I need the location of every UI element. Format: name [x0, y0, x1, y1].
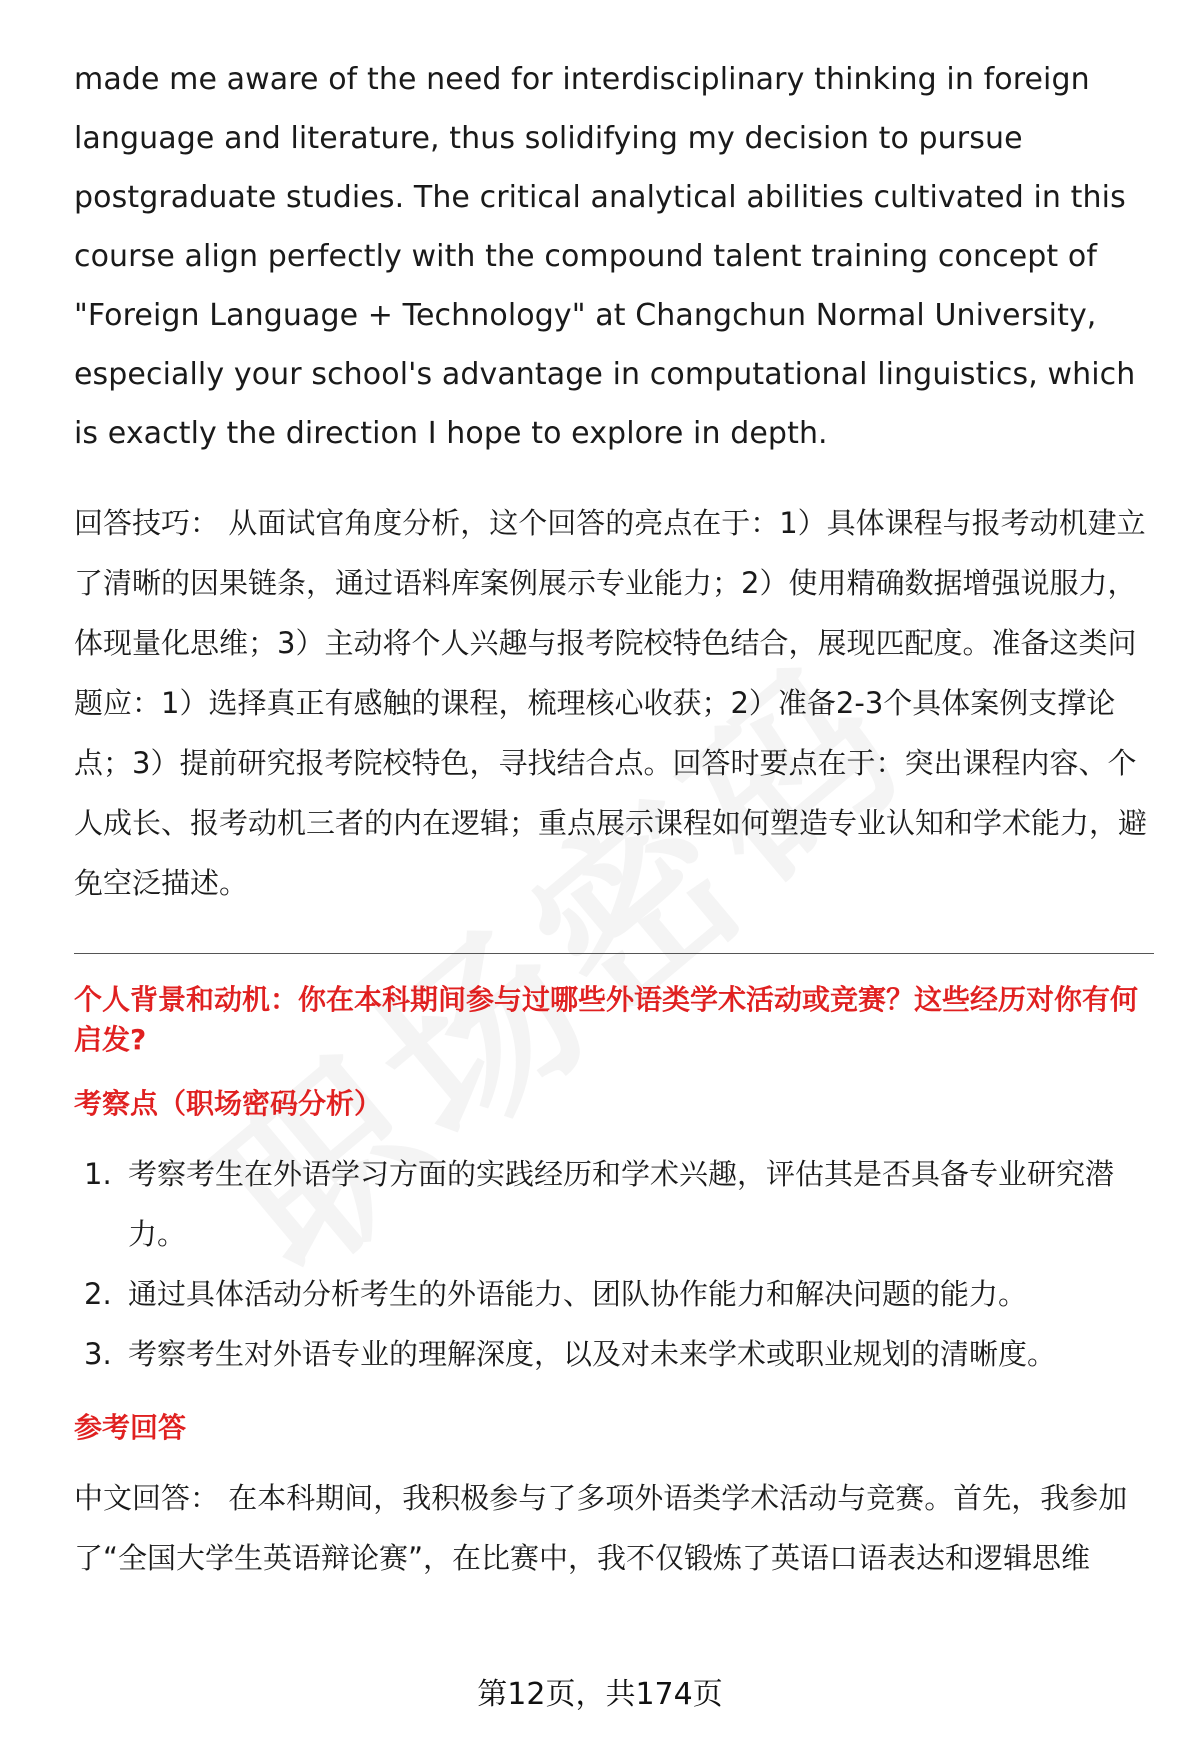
- focus-points-title: 考察点（职场密码分析）: [74, 1087, 383, 1120]
- list-item: [74, 1144, 1154, 1264]
- list-item-text: 考察考生在外语学习方面的实践经历和学术兴趣，评估其是否具备专业研究潜力。: [128, 1157, 1115, 1251]
- intro-english-paragraph: made me aware of the need for interdisciplinary thinking in foreign language and literature, thus solidifying my decision to pursue postgraduate studies. The critical analytical abilities cultivated in this course align perfectly with the compound talent training concept of "Foreign Language + Technology" at Changchun Normal University, especially your school's advantage in computational linguistics, which is exactly the direction I hope to explore in depth.: [74, 62, 1136, 451]
- chinese-answer-paragraph: 中文回答： 在本科期间，我积极参与了多项外语类学术活动与竞赛。首先，我参加了“全国大学生英语辩论赛”，在比赛中，我不仅锻炼了英语口语表达和逻辑思维: [74, 1481, 1128, 1575]
- list-item-text: 考察考生对外语专业的理解深度，以及对未来学术或职业规划的清晰度。: [128, 1337, 1057, 1371]
- list-item-text: 通过具体活动分析考生的外语能力、团队协作能力和解决问题的能力。: [128, 1277, 1028, 1311]
- answer-tips-paragraph: 回答技巧： 从面试官角度分析，这个回答的亮点在于：1）具体课程与报考动机建立了清晰的因果链条，通过语料库案例展示专业能力；2）使用精确数据增强说服力，体现量化思维；3）主动将个人兴趣与报考院校特色结合，展现匹配度。准备这类问题应：1）选择真正有感触的课程，梳理核心收获；2）准备2-3个具体案例支撑论点；3）提前研究报考院校特色，寻找结合点。回答时要点在于：突出课程内容、个人成长、报考动机三者的内在逻辑；重点展示课程如何塑造专业认知和学术能力，避免空泛描述。: [74, 506, 1148, 900]
- list-item: [74, 1264, 1154, 1324]
- list-item-number: 2.: [84, 1277, 112, 1311]
- list-item-number: 3.: [84, 1337, 112, 1371]
- section-divider: [74, 953, 1154, 954]
- focus-points-list: [74, 1144, 1154, 1384]
- list-item: [74, 1324, 1154, 1384]
- question-heading: 个人背景和动机：你在本科期间参与过哪些外语类学术活动或竞赛？这些经历对你有何启发?: [74, 983, 1139, 1056]
- list-item-number: 1.: [84, 1157, 112, 1191]
- document-page: [74, 50, 1154, 1588]
- reference-answer-title: 参考回答: [74, 1411, 187, 1444]
- page-number-footer: 第12页，共174页: [477, 1677, 723, 1712]
